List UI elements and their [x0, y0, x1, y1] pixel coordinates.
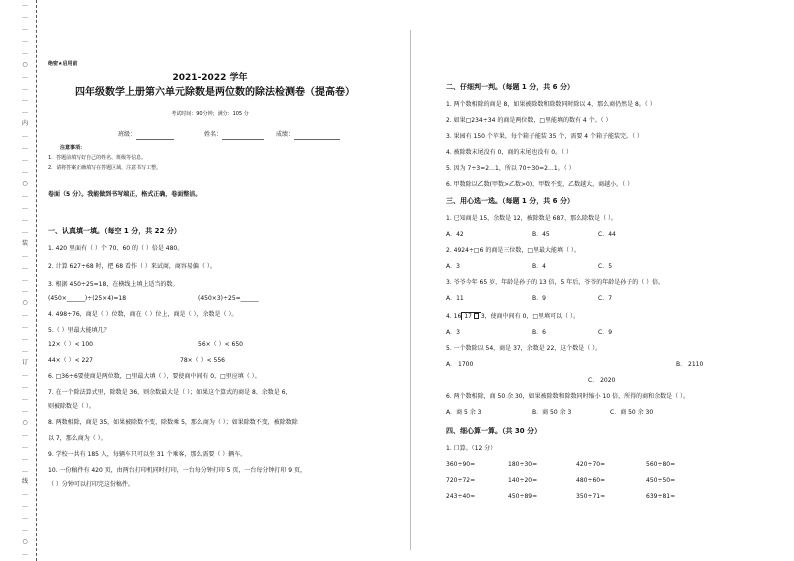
calc-item: 140÷20=	[508, 477, 538, 484]
binding-char: ○	[22, 60, 28, 68]
s3-question-2: 2. 4924÷□6 的商是三位数，□里最大能填（ ）。	[446, 247, 580, 254]
s1-question-7a: 7. 在一个除法算式里，除数是 36，则余数最大是（ ）；如果这个算式的商是 8、余数是 6，	[48, 389, 292, 396]
s1-question-10a: 10. 一份稿件有 420 页，由两台打印机同时打印，一台每分钟打印 5 页，一台每分钟打印 9 页，	[48, 467, 306, 474]
s1-question-8a: 8. 两数相除，商是 35，如果被除数不变，除数乘 5，那么商为（ ）；如果除数不变，被除数除	[48, 419, 298, 426]
s1-question-8b: 以 7，那么商为（ ）。	[48, 435, 107, 442]
secret-label: 绝密★启用前	[48, 61, 78, 67]
exam-info: 考试时间：90分钟；满分：105 分	[171, 111, 249, 117]
s1-question-3b: (450×3)÷25=______	[198, 295, 259, 302]
binding-char: …	[22, 335, 28, 343]
calc-item: 180÷30=	[508, 461, 538, 468]
binding-char: …	[22, 382, 28, 390]
section4-title: 四、细心算一算。（共 30 分）	[446, 427, 542, 435]
s3-option: B． 2110	[676, 361, 704, 368]
s1-question-2: 2. 计算 627÷68 时，把 68 看作（ ）来试商，商容易偏（ ）。	[48, 263, 216, 270]
s3-option: A．3	[446, 329, 460, 336]
s1-question-5b: 56×（ ）< 650	[198, 341, 243, 348]
binding-char: ○	[22, 538, 28, 546]
binding-char: …	[22, 442, 28, 450]
s3-option: B．45	[532, 231, 550, 238]
notes-item: 2．请将答案正确填写在答题区域，注意书写工整。	[48, 165, 162, 171]
binding-char: …	[22, 263, 28, 271]
binding-char: …	[22, 466, 28, 474]
s3-q4-divisor-part: 17	[464, 313, 472, 320]
binding-char: 线	[21, 478, 28, 486]
binding-char: …	[22, 36, 28, 44]
s3-q4-prefix: 4. 16	[446, 313, 462, 320]
section2-title: 二、仔细判一判。（每题 1 分，共 6 分）	[446, 83, 574, 91]
s1-question-5d: 78×（ ）< 556	[180, 357, 225, 364]
binding-char: …	[22, 203, 28, 211]
binding-char: …	[22, 227, 28, 235]
binding-char: …	[22, 371, 28, 379]
s1-question-5a: 12×（ ）< 100	[48, 341, 93, 348]
s2-item: 2. 如果□234÷34 的商是两位数，□里能填的数有 4 个。（ ）	[446, 117, 612, 124]
s1-question-5c: 44×（ ）< 227	[48, 357, 93, 364]
s3-option: B．4	[532, 263, 546, 270]
binding-char: ○	[22, 418, 28, 426]
s2-item: 5. 因为 7÷3=2…1，所以 70÷30=2…1。（ ）	[446, 165, 575, 172]
binding-char: …	[22, 108, 28, 116]
calc-item: 350÷71≈	[576, 493, 606, 500]
s3-question-3: 3. 爷爷今年 65 岁，年龄是孙子的 13 倍，5 年后，爷爷的年龄是孙子的（ ）倍。	[446, 279, 665, 286]
exam-title: 四年级数学上册第六单元除数是两位数的除法检测卷（提高卷）	[75, 87, 355, 98]
calc-item: 420÷70=	[576, 461, 606, 468]
binding-char: 订	[21, 359, 28, 367]
score-field[interactable]	[294, 139, 340, 140]
s3-option: B．商 50 余 3	[532, 409, 572, 416]
s3-option: A．42	[446, 231, 464, 238]
s3-option: B．9	[532, 295, 546, 302]
binding-char: …	[22, 132, 28, 140]
notes-heading: 注意事项：	[60, 145, 86, 151]
binding-char: …	[22, 550, 28, 558]
binding-char: …	[22, 311, 28, 319]
s2-item: 4. 被除数末尾没有 0，商的末尾也没有 0。（ ）	[446, 149, 572, 156]
s3-question-4	[446, 312, 579, 320]
s3-q4-suffix: 3，使商中间有 0，□里填可以（ ）。	[480, 313, 579, 320]
calc-item: 720÷72=	[446, 477, 476, 484]
s1-question-9: 9. 学校一共有 185 人，每辆车只可以坐 31 个乘客，那么需要（ ）辆车。	[48, 451, 247, 458]
name-label: 姓名：	[204, 131, 223, 138]
binding-char: …	[22, 430, 28, 438]
s1-question-10b: （ ）分钟可以打印完这份稿件。	[48, 481, 134, 488]
s3-question-5: 5. 一个数除以 54，商是 37，余数是 22，这个数是（ ）。	[446, 345, 602, 352]
s3-option: C．7	[598, 295, 613, 302]
s3-question-6: 6. 两个数相除，商 50 余 30，如果被除数和除数同时缩小 10 倍，所得的商和余数是（ ）。	[446, 393, 689, 400]
binding-char: …	[22, 526, 28, 534]
binding-char: …	[22, 454, 28, 462]
score-label: 成绩：	[276, 131, 295, 138]
s1-question-3: 3. 根据 450÷25=18，在横线上填上适当的数。	[48, 281, 179, 288]
binding-char: …	[22, 24, 28, 32]
class-field[interactable]	[136, 139, 174, 140]
binding-char: 内	[21, 120, 28, 128]
calc-item: 243÷40≈	[446, 493, 476, 500]
s2-item: 3. 果园有 150 个苹果，每个箱子能装 35 个，需要 4 个箱子能装完。（ ）	[446, 133, 643, 140]
s3-option: C．5	[598, 263, 613, 270]
binding-char: …	[22, 12, 28, 20]
s3-option: C．9	[598, 329, 613, 336]
s3-option: C．商 50 余 30	[610, 409, 654, 416]
s3-option: A．3	[446, 263, 460, 270]
section1-title: 一、认真填一填。（每空 1 分，共 22 分）	[48, 227, 181, 235]
section3-title: 三、用心选一选。（每题 1 分，共 6 分）	[446, 197, 574, 205]
s1-question-7b: 则被除数是（ ）。	[48, 403, 95, 410]
neatness-note: 卷面（5 分）。我能做到书写端正，格式正确，卷面整洁。	[48, 191, 202, 198]
binding-char: …	[22, 156, 28, 164]
calc-item: 480÷60=	[576, 477, 606, 484]
s4-sub1: 1. 口算。（12 分）	[446, 445, 497, 452]
binding-char: …	[22, 490, 28, 498]
s1-question-4: 4. 498÷76，商是（ ）位数，商在（ ）位上，商是（ ），余数是（ ）。	[48, 311, 238, 318]
binding-char: …	[22, 502, 28, 510]
long-division-bracket	[461, 312, 481, 320]
binding-char: ○	[22, 180, 28, 188]
s3-option: A．11	[446, 295, 464, 302]
s3-question-1: 1. 已知商是 15，余数是 12，被除数是 687，那么除数是（ ）。	[446, 215, 617, 222]
binding-char: …	[22, 168, 28, 176]
binding-char: …	[22, 275, 28, 283]
s3-option: C．44	[598, 231, 616, 238]
column-divider	[410, 30, 411, 550]
binding-char: …	[22, 394, 28, 402]
calc-item: 360÷90=	[446, 461, 476, 468]
binding-char: …	[22, 323, 28, 331]
exam-year: 2021-2022 学年	[172, 73, 248, 83]
calc-item: 450÷50=	[646, 477, 676, 484]
class-label: 班级：	[118, 131, 137, 138]
binding-char: …	[22, 96, 28, 104]
binding-char: …	[22, 191, 28, 199]
s1-question-1: 1. 420 里面有（ ）个 70、60 的（ ）倍是 480。	[48, 245, 184, 252]
name-field[interactable]	[222, 139, 264, 140]
binding-char: …	[22, 406, 28, 414]
blank-box[interactable]	[474, 313, 479, 319]
s3-option: A． 1700	[446, 361, 474, 368]
s1-question-6: 6. □36÷6要使商是两位数，□里最大填（ ），要使商中间有 0，□里应填（ ）。	[48, 373, 261, 380]
notes-item: 1．答题前填写好自己的姓名、班级等信息。	[48, 155, 147, 161]
binding-char: …	[22, 215, 28, 223]
s1-question-5: 5.（ ）里最大能填几？	[48, 327, 110, 334]
s3-option: A．商 5 余 3	[446, 409, 482, 416]
binding-dashed-line	[36, 0, 37, 561]
calc-item: 450÷89≈	[508, 493, 538, 500]
s2-item: 1. 两个数相除的商是 8，如果被除数和除数同时除以 4，那么商仍然是 8。（ ）	[446, 101, 656, 108]
s1-question-3a: (450×______)÷(25×4)=18	[48, 295, 127, 302]
binding-char: …	[22, 1, 28, 8]
binding-char: …	[22, 72, 28, 80]
binding-char: …	[22, 514, 28, 522]
calc-item: 560÷80=	[646, 461, 676, 468]
calc-item: 639÷81≈	[646, 493, 676, 500]
binding-char: …	[22, 347, 28, 355]
s3-option: C． 2020	[588, 377, 616, 384]
binding-char: ○	[22, 299, 28, 307]
binding-char: …	[22, 251, 28, 259]
binding-char: …	[22, 287, 28, 295]
binding-char: 装	[21, 239, 28, 247]
s2-item: 6. 甲数除以乙数(甲数>乙数>0)，甲数不变，乙数越大，商越小。（ ）	[446, 181, 634, 188]
binding-char: …	[22, 144, 28, 152]
binding-char: …	[22, 84, 28, 92]
s3-option: B．6	[532, 329, 546, 336]
binding-char: …	[22, 48, 28, 56]
binding-margin	[18, 0, 32, 561]
